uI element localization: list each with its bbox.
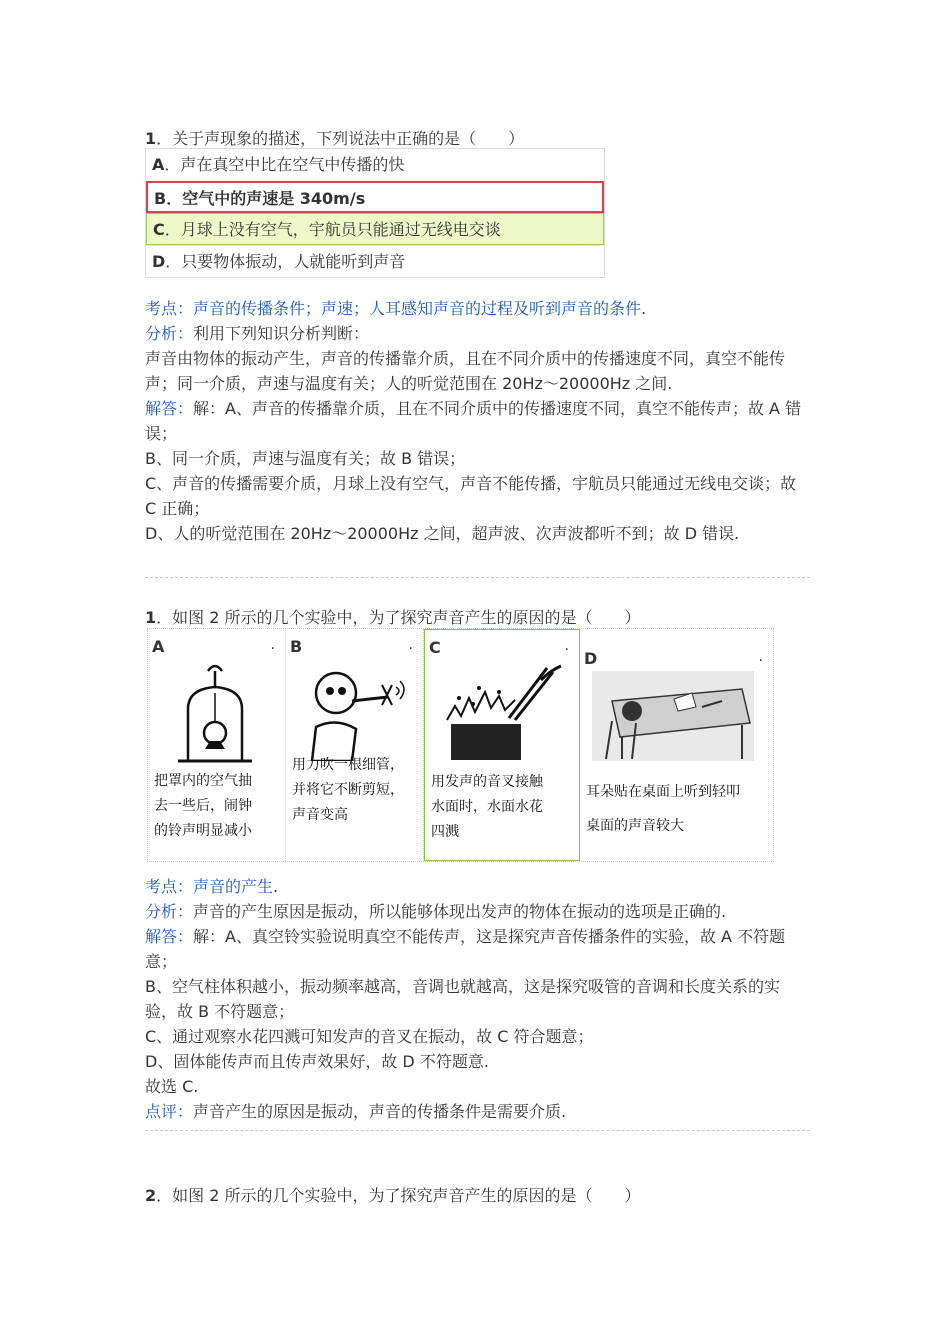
kaodian-text: 声音的产生 [193,877,274,896]
options-table [145,148,605,278]
jieda-text: 解：A、声音的传播靠介质，且在不同介质中的传播速度不同，真空不能传声；故 A 错误； [145,399,802,443]
fenxi-text: 声音的产生原因是振动，所以能够体现出发声的物体在振动的选项是正确的. [193,902,727,921]
option-text: ．月球上没有空气，宇航员只能通过无线电交谈 [164,220,501,239]
dianping-line [145,1099,810,1124]
divider [145,577,810,578]
question-3-title [145,1183,641,1206]
caption-line: 水面时，水面水花 [431,799,543,815]
jieda-label: 解答： [145,927,194,946]
question-number: 2 [145,1186,157,1205]
fenxi-line [145,321,810,346]
kaodian-label: 考点： [145,877,194,896]
jieda-text: B、空气柱体积越小，振动频率越高，音调也就越高，这是探究吸管的音调和长度关系的实验，故 B 不符题意； [145,977,780,1021]
question-stem: ．关于声现象的描述，下列说法中正确的是（ ） [156,129,525,148]
option-d[interactable] [146,245,604,277]
kaodian-text: 声音的传播条件；声速；人耳感知声音的过程及听到声音的条件 [193,299,642,318]
fenxi-label: 分析： [145,324,194,343]
option-a[interactable] [146,149,604,181]
option-text: ．只要物体振动，人就能听到声音 [165,252,406,271]
dianping-label: 点评： [145,1102,194,1121]
option-letter: C [153,220,165,239]
kaodian-end: . [641,299,647,318]
jieda-text: C、通过观察水花四溅可知发声的音叉在振动，故 C 符合题意； [145,1027,594,1046]
caption-line: 并将它不断剪短， [292,782,404,798]
caption [292,753,404,828]
question-number: 1 [145,608,157,627]
option-letter: D [152,252,166,271]
option-letter: B [290,637,303,656]
divider [145,1130,810,1131]
option-dot: . [758,649,763,665]
caption-line: 用发声的音叉接触 [431,774,543,790]
question-number: 1 [145,129,157,148]
fenxi-text: 利用下列知识分析判断： [193,324,370,343]
fenxi-line [145,899,810,924]
option-b[interactable] [146,181,604,213]
jieda-label: 解答： [145,399,194,418]
option-text: ．声在真空中比在空气中传播的快 [164,155,405,174]
caption-line: 桌面的声音较大 [586,818,684,834]
option-letter: C [429,638,441,657]
option-letter: A [152,155,165,174]
caption-line: 去一些后，闹钟 [154,798,252,814]
question-stem: ．如图 2 所示的几个实验中，为了探究声音产生的原因的是（ ） [156,1186,641,1205]
option-a-image[interactable] [148,629,286,861]
option-dot: . [408,637,413,653]
jieda-text: C、声音的传播需要介质，月球上没有空气，声音不能传播，宇航员只能通过无线电交谈；故 C 正确； [145,474,797,518]
caption-line: 的铃声明显减小 [154,823,252,839]
option-dot: . [564,638,569,654]
option-letter: B [154,189,167,208]
kaodian-end: . [273,877,279,896]
caption-line: 耳朵贴在桌面上听到轻叩 [586,784,740,800]
jieda-line [145,924,810,974]
caption-line: 声音变高 [292,807,348,823]
answer-analysis-1 [145,296,810,546]
caption [431,770,543,845]
option-c-image[interactable] [424,629,580,861]
ear-on-table-illustration [592,671,754,761]
jieda-text: D、人的听觉范围在 20Hz～20000Hz 之间，超声波、次声波都听不到；故 D 错误. [145,524,740,543]
question-2-title [145,605,641,628]
jieda-text: B、同一介质，声速与温度有关；故 B 错误； [145,449,466,468]
jieda-text: D、固体能传声而且传声效果好，故 D 不符题意. [145,1052,489,1071]
kaodian-label: 考点： [145,299,194,318]
caption-line: 把罩内的空气抽 [154,773,252,789]
option-text: ．空气中的声速是 340m/s [166,189,366,208]
option-d-image[interactable] [580,629,773,861]
caption [586,775,740,843]
option-letter: A [152,637,165,656]
kaodian-line [145,296,810,321]
kaodian-line [145,874,810,899]
experiment-images [147,628,774,862]
option-b-image[interactable] [286,629,424,861]
fenxi-label: 分析： [145,902,194,921]
caption [154,769,252,844]
jieda-line [145,396,810,446]
caption-line: 四溅 [431,824,459,840]
caption-line: 用力吹一根细管， [292,757,404,773]
tuning-fork-water-illustration [429,658,569,762]
fenxi-body: 声音由物体的振动产生，声音的传播靠介质，且在不同介质中的传播速度不同，真空不能传声；同一介质，声速与温度有关；人的听觉范围在 20Hz～20000Hz 之间. [145,349,786,393]
jieda-text: 故选 C. [145,1077,199,1096]
option-dot: . [270,637,275,653]
question-stem: ．如图 2 所示的几个实验中，为了探究声音产生的原因的是（ ） [156,608,641,627]
answer-analysis-2 [145,874,810,1124]
bell-jar-illustration [170,661,260,769]
option-c[interactable] [146,213,604,245]
person-blowing-tube-illustration [296,657,411,761]
question-1-title [145,126,524,149]
jieda-text: 解：A、真空铃实验说明真空不能传声，这是探究声音传播条件的实验，故 A 不符题意； [145,927,786,971]
dianping-text: 声音产生的原因是振动，声音的传播条件是需要介质. [193,1102,567,1121]
option-letter: D [584,649,598,668]
